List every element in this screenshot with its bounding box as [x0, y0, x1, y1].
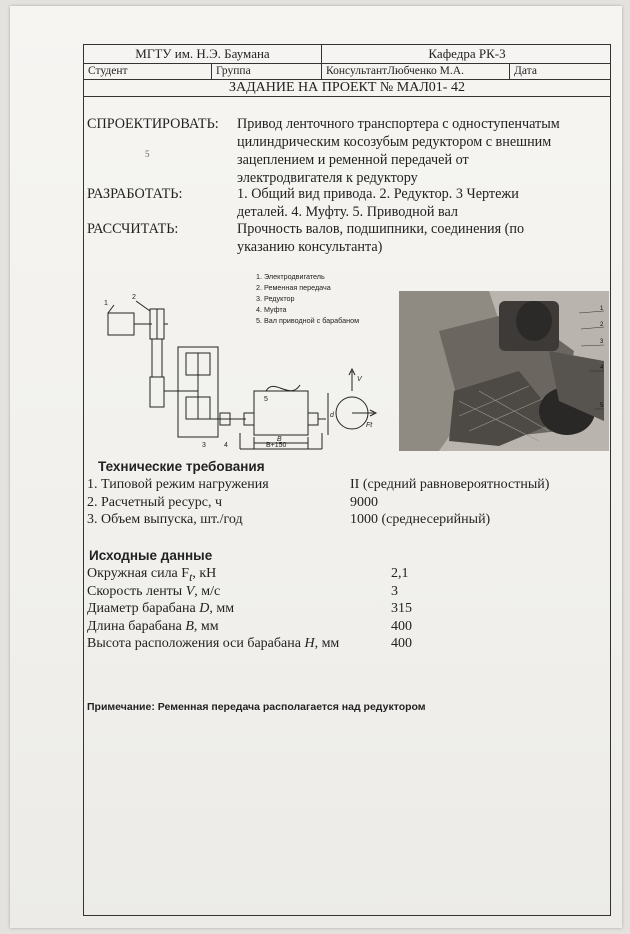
drive-photo	[399, 291, 609, 451]
calc-label: РАССЧИТАТЬ:	[87, 221, 179, 237]
source-data-item: Окружная сила $F_t$, кН 2,1	[87, 566, 409, 584]
requirements-title: Технические требования	[98, 459, 265, 474]
header-row-3	[84, 79, 610, 97]
assignment-form	[83, 44, 611, 916]
document-page	[10, 6, 622, 928]
source-data-item: Скорость ленты V, м/с 3	[87, 583, 398, 599]
scheme-label-1: 1	[104, 300, 108, 307]
scheme-label-v: V	[357, 376, 362, 383]
scheme-label-d: d	[330, 412, 334, 419]
scheme-label-2: 2	[132, 294, 136, 301]
design-text: Привод ленточного транспортера с одноступенчатым цилиндрическим косозубым редуктором с внешним зацеплением и ременной передачей от электродвигателя к редуктору	[237, 116, 560, 186]
requirement-item: 2. Расчетный ресурс, ч 9000	[87, 494, 378, 510]
scheme-label-ft: Ft	[366, 422, 373, 429]
develop-text: 1. Общий вид привода. 2. Редуктор. 3 Чертежи деталей. 4. Муфту. 5. Приводной вал	[237, 186, 519, 220]
photo-label-5: 5	[600, 403, 604, 409]
university-name: МГТУ им. Н.Э. Баумана	[84, 45, 322, 63]
requirement-item: 3. Объем выпуска, шт./год 1000 (среднесерийный)	[87, 512, 491, 527]
photo-label-4: 4	[600, 365, 604, 371]
develop-label: РАЗРАБОТАТЬ:	[87, 186, 183, 202]
scheme-label-b: B	[277, 436, 282, 443]
group-label: Группа	[212, 63, 322, 79]
source-data-title: Исходные данные	[89, 548, 213, 563]
design-label: СПРОЕКТИРОВАТЬ:	[87, 116, 219, 132]
header-row-1	[84, 45, 610, 64]
scheme-label-4: 4	[224, 442, 228, 449]
requirement-item: 1. Типовой режим нагружения II (средний равновероятностный)	[87, 477, 550, 492]
task-block	[87, 115, 607, 265]
department-name: Кафедра РК-3	[428, 46, 506, 61]
note-text: Примечание: Ременная передача располагается над редуктором	[87, 701, 426, 713]
photo-label-1: 1	[600, 306, 604, 312]
consultant-label: КонсультантЛюбченко М.А.	[322, 63, 510, 79]
drum-symbol	[254, 391, 308, 435]
motor-symbol	[108, 313, 134, 335]
calc-text: Прочность валов, подшипники, соединения (по указанию консультанта)	[237, 221, 525, 255]
student-label: Студент	[84, 63, 212, 79]
photo-label-3: 3	[600, 339, 604, 345]
kinematic-scheme	[94, 285, 394, 450]
source-data-item: Высота расположения оси барабана H, мм 400	[87, 636, 412, 651]
diagram-legend: 1. Электродвигатель 2. Ременная передача 3. Редуктор 4. Муфта 5. Вал приводной с барабаном	[256, 272, 360, 325]
source-data-item: Диаметр барабана D, мм 315	[87, 601, 412, 616]
belt-pulley-lower	[150, 377, 164, 407]
photo-label-2: 2	[600, 322, 604, 328]
scheme-label-b150: B+150	[266, 442, 287, 449]
source-data-list	[87, 565, 607, 653]
header-row-2	[84, 63, 610, 80]
source-data-item: Длина барабана B, мм 400	[87, 618, 412, 634]
requirements-list	[87, 476, 607, 529]
assignment-title: ЗАДАНИЕ НА ПРОЕКТ № МАЛ01- 42	[229, 79, 465, 95]
scheme-label-3: 3	[202, 442, 206, 449]
scheme-label-5: 5	[264, 396, 268, 403]
date-label: Дата	[514, 65, 537, 77]
stray-mark: 5	[145, 149, 150, 159]
